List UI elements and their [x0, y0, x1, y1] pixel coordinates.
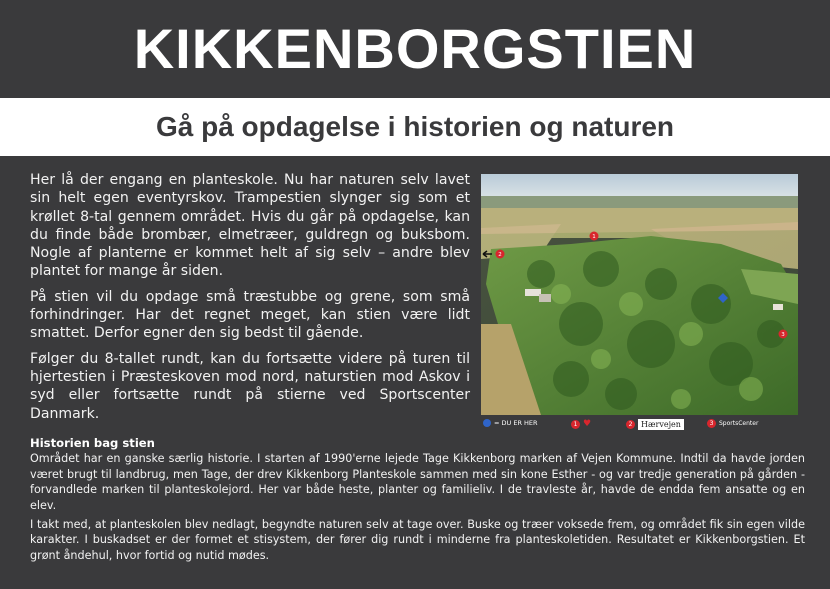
legend-item-3: 3 SportsCenter — [707, 419, 758, 428]
svg-text:1: 1 — [592, 234, 596, 241]
intro-paragraph-1: Her lå der engang en planteskole. Nu har naturen selv lavet sin helt egen eventyrskov. Trampestien slynger sig som et krøllet 8-tal gennem området. Hvis du går på opdagelse, kan du finde både brombær, elmetræer, guldregn og buksbom. Nogle af planterne er kommet helt af sig selv – andre blev plantet for mange år siden. — [30, 172, 470, 280]
intro-text — [30, 171, 470, 430]
legend-item-1: 1 ♥ — [571, 419, 591, 429]
haervejen-logo: Hærvejen — [638, 419, 684, 430]
page-subtitle: Gå på opdagelse i historien og naturen — [155, 111, 675, 142]
intro-paragraph-3: Følger du 8-tallet rundt, kan du fortsætte videre på turen til hjertestien i Præsteskoven mod nord, naturstien mod Askov i syd eller fortsætte rundt på stierne ved Sportscenter Danmark. — [30, 350, 470, 422]
intro-paragraph-2: På stien vil du opdage små træstubbe og grene, som små forhindringer. Har det regnet meget, kan stien være lidt smattet. Derfor egner den sig bedst til gående. — [30, 288, 470, 342]
svg-text:3: 3 — [781, 332, 785, 339]
aerial-photo — [481, 174, 798, 415]
history-heading: Historien bag stien — [30, 436, 155, 450]
legend-you-are-here: = DU ER HER — [483, 419, 538, 427]
legend-item-2: 2 Hærvejen — [626, 419, 684, 430]
svg-text:2: 2 — [498, 252, 502, 259]
map-legend — [481, 416, 798, 436]
heart-icon: ♥ — [583, 419, 592, 429]
sportscenter-logo: SportsCenter — [719, 420, 759, 427]
history-paragraph-2: I takt med, at planteskolen blev nedlagt, begyndte naturen selv at tage over. Buske og træer voksede frem, og området fik sin egen vilde karakter. I buskadset er der formet et stisystem, der fører dig rundt i minderne fra planteskoletiden. Resultatet er Kikkenborgstien. Et grønt åndehul, hvor fortid og nutid mødes. — [30, 518, 805, 562]
page-title: KIKKENBORGSTIEN — [133, 17, 697, 80]
history-section — [30, 436, 805, 567]
history-paragraph-1: Området har en ganske særlig historie. I starten af 1990'erne lejede Tage Kikkenborg marken af Vejen Kommune. Indtil da havde jorden været brugt til landbrug, men Tage, der drev Kikkenborg Planteskole sammen med sin kone Esther - og var tredje generation på gården - forvandlede marken til planteskolejord. Her var både heste, planter og familieliv. I de travleste år, havde de endda fem ansatte og en elev. — [30, 452, 805, 512]
aerial-photo-illustration — [481, 174, 798, 415]
blue-dot-icon — [483, 419, 491, 427]
